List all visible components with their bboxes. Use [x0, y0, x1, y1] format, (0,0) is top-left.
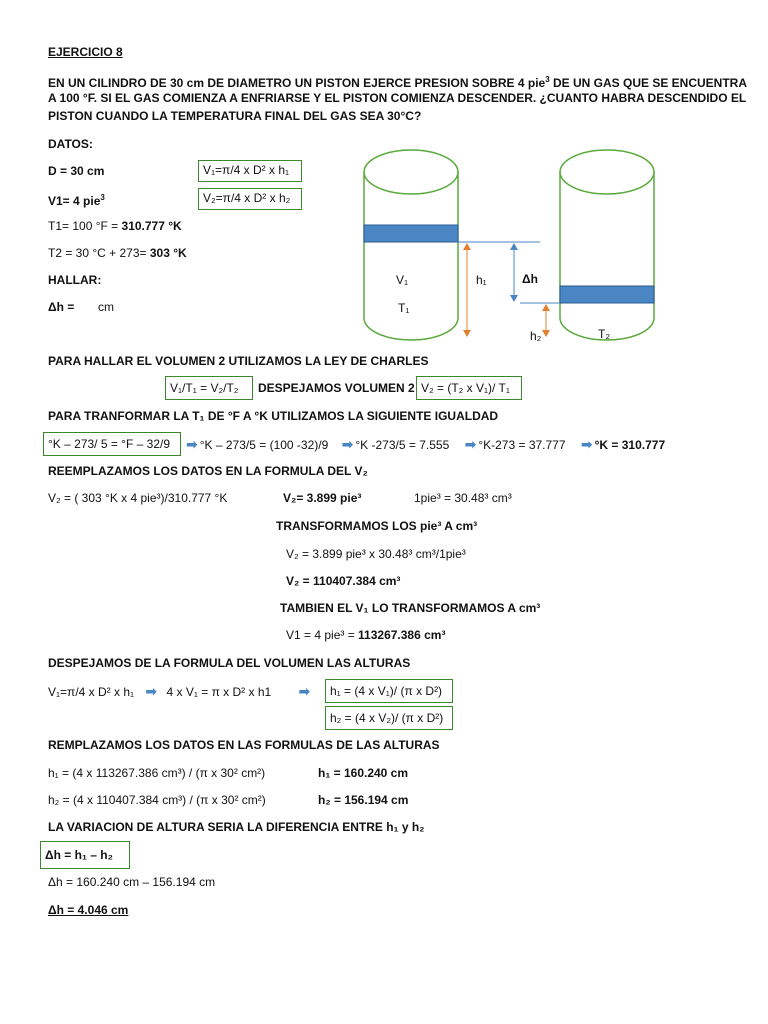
arrow-icon: ➡ [341, 436, 354, 452]
temp-step-1: °K – 273/5 = (100 -32)/9 [199, 438, 329, 452]
arrow-icon: ➡ [298, 683, 311, 699]
datos-temp-1-value: 310.777 °K [121, 219, 182, 233]
datos-diameter: D = 30 cm [48, 164, 105, 178]
arrow-icon: ➡ [580, 436, 593, 452]
h1-substitution: h₁ = (4 x 113267.386 cm³) / (π x 30² cm²) [48, 766, 266, 780]
temp-conversion-box: °K – 273/ 5 = °F – 32/9 [43, 432, 181, 456]
v1-conversion-text: V1 = 4 pie³ = [286, 628, 359, 642]
datos-volume-1-text: V1= 4 pie [48, 194, 101, 208]
step-charles-heading: PARA HALLAR EL VOLUMEN 2 UTILIZAMOS LA LEY DE CHARLES [48, 354, 429, 368]
h2-formula-box: h₂ = (4 x V₂)/ (π x D²) [325, 706, 453, 730]
diagram-label-h2: h₂ [530, 329, 542, 343]
step-difference-heading: LA VARIACION DE ALTURA SERIA LA DIFERENCIA ENTRE h₁ y h₂ [48, 820, 425, 834]
volume-rearranged: 4 x V₁ = π x D² x h1 [166, 685, 272, 699]
datos-temp-2 [48, 245, 187, 261]
h1-formula-box: h₁ = (4 x V₁)/ (π x D²) [325, 679, 453, 703]
statement-line-1-sup: 3 [545, 75, 550, 84]
statement-line-3: PISTON CUANDO LA TEMPERATURA FINAL DEL GAS SEA 30°C? [48, 109, 422, 123]
cylinder-1-top [364, 150, 458, 194]
datos-heading: DATOS: [48, 137, 93, 151]
datos-volume-1 [48, 190, 105, 209]
formula-box-v2: V₂=π/4 x D² x h₂ [198, 188, 302, 210]
statement-line-1 [48, 72, 747, 91]
heights-chain [48, 683, 312, 700]
v2-substitution: V₂ = ( 303 °K x 4 pie³)/310.777 °K [48, 491, 228, 505]
cylinder-1-bottom [364, 318, 458, 340]
hallar-dh-unit: cm [98, 300, 114, 314]
statement-line-1a: EN UN CILINDRO DE 30 cm DE DIAMETRO UN PISTON EJERCE PRESION SOBRE 4 pie [48, 76, 546, 90]
diagram-label-v1: V₁ [396, 273, 409, 287]
v1-conversion [286, 627, 445, 643]
step-replace-v2: REEMPLAZAMOS LOS DATOS EN LA FORMULA DEL V₂ [48, 464, 368, 478]
dh-result: Δh = 4.046 cm [48, 903, 129, 917]
despejamos-v2: DESPEJAMOS VOLUMEN 2 [258, 381, 415, 395]
h2-result: h₂ = 156.194 cm [318, 793, 409, 807]
statement-line-2: A 100 °F. SI EL GAS COMIENZA A ENFRIARSE Y EL PISTON COMIENZA DESCENDER. ¿CUANTO HABRA DESCENDIDO EL [48, 91, 747, 105]
datos-volume-1-sup: 3 [100, 193, 105, 202]
diagram-label-t1: T₁ [398, 301, 410, 315]
step-heights-heading: DESPEJAMOS DE LA FORMULA DEL VOLUMEN LAS ALTURAS [48, 656, 411, 670]
datos-temp-1-text: T1= 100 °F = [48, 219, 122, 233]
h2-substitution: h₂ = (4 x 110407.384 cm³) / (π x 30² cm²) [48, 793, 266, 807]
statement-line-1b: DE UN GAS QUE SE ENCUENTRA [549, 76, 748, 90]
datos-temp-1 [48, 218, 182, 234]
diagram-label-dh: Δh [522, 272, 538, 286]
dh-formula-box: Δh = h₁ – h₂ [40, 841, 130, 869]
hallar-dh: Δh = [48, 300, 75, 314]
charles-law-box: V₁/T₁ = V₂/T₂ [165, 376, 253, 400]
v2-result-pie: V₂= 3.899 pie³ [283, 491, 362, 505]
arrow-icon: ➡ [464, 436, 477, 452]
v2-formula-box: V₂ = (T₂ x V₁)/ T₁ [416, 376, 522, 400]
exercise-title: EJERCICIO 8 [48, 45, 123, 59]
diagram-label-t2: T₂ [598, 327, 610, 341]
datos-temp-2-text: T2 = 30 °C + 273= [48, 246, 150, 260]
temp-chain [184, 436, 665, 453]
h1-result: h₁ = 160.240 cm [318, 766, 409, 780]
datos-temp-2-value: 303 °K [149, 246, 187, 260]
temp-step-4-value: 310.777 [621, 438, 666, 452]
temp-step-2: °K -273/5 = 7.555 [355, 438, 450, 452]
step-temp-heading: PARA TRANFORMAR LA T₁ DE °F A °K UTILIZAMOS LA SIGUIENTE IGUALDAD [48, 409, 499, 423]
diagram-label-h1: h₁ [476, 273, 487, 287]
v2-conversion: V₂ = 3.899 pie³ x 30.48³ cm³/1pie³ [286, 547, 466, 561]
step-v1-heading: TAMBIEN EL V₁ LO TRANSFORMAMOS A cm³ [280, 601, 541, 615]
v1-conversion-value: 113267.386 cm³ [358, 628, 446, 642]
piston-2 [560, 286, 654, 303]
temp-step-3: °K-273 = 37.777 [478, 438, 566, 452]
v2-result-cm: V₂ = 110407.384 cm³ [286, 574, 401, 588]
formula-box-v1: V₁=π/4 x D² x h₁ [198, 160, 302, 182]
piston-1 [364, 225, 458, 242]
dh-substitution: Δh = 160.240 cm – 156.194 cm [48, 875, 216, 889]
arrow-icon: ➡ [145, 683, 158, 699]
step-transform-heading: TRANSFORMAMOS LOS pie³ A cm³ [276, 519, 478, 533]
volume-formula: V₁=π/4 x D² x h₁ [48, 685, 135, 699]
temp-step-4-label: °K = [594, 438, 622, 452]
pie-cm-conversion: 1pie³ = 30.48³ cm³ [414, 491, 512, 505]
hallar-heading: HALLAR: [48, 273, 102, 287]
cylinder-2-top [560, 150, 654, 194]
step-replace-heights: REMPLAZAMOS LOS DATOS EN LAS FORMULAS DE LAS ALTURAS [48, 738, 440, 752]
arrow-icon: ➡ [186, 436, 198, 452]
